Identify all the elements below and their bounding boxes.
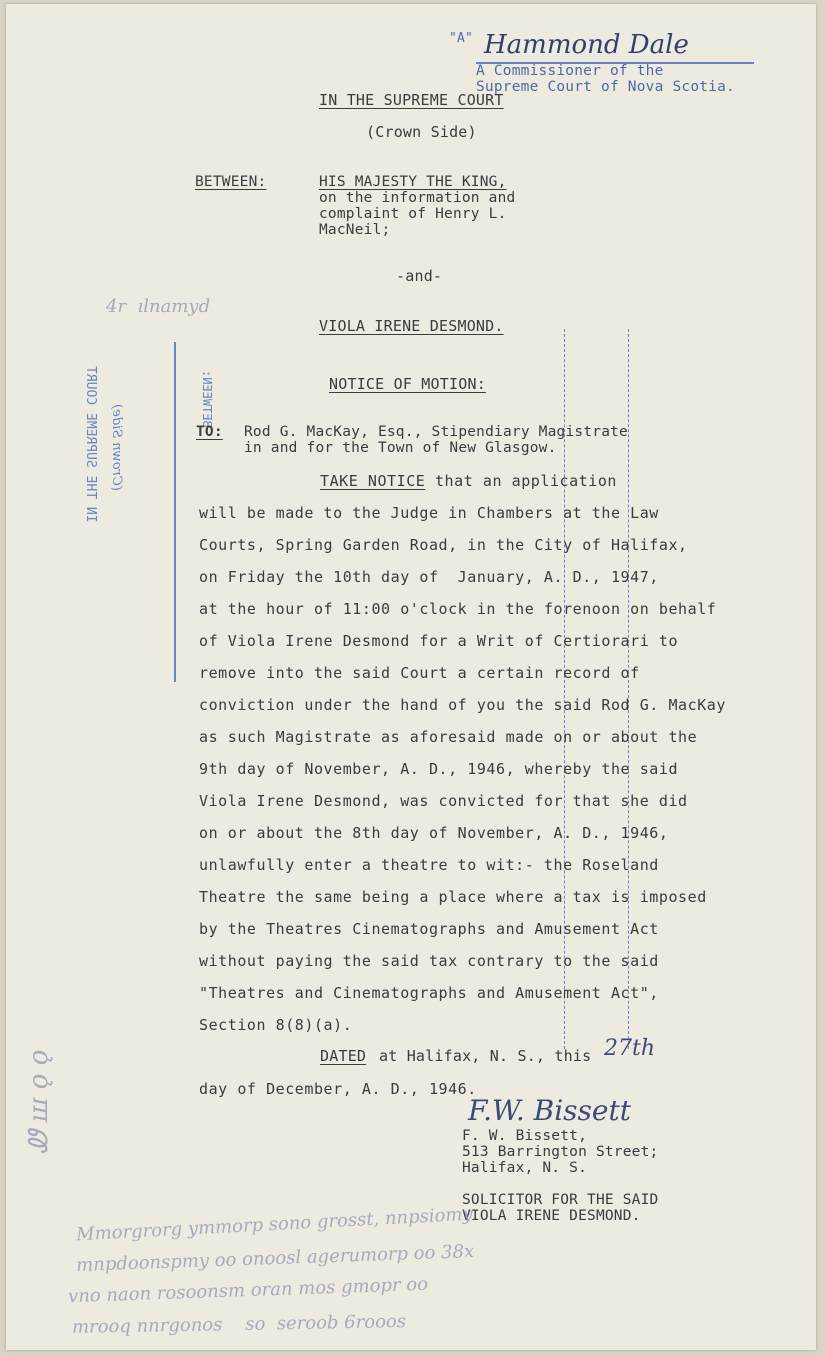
body-line-16: without paying the said tax contrary to the said bbox=[199, 952, 659, 970]
plaintiff-line-2: on the information and bbox=[319, 190, 516, 206]
solicitor-address-1: 513 Barrington Street; bbox=[462, 1144, 659, 1160]
solicitor-role-2: VIOLA IRENE DESMOND. bbox=[462, 1208, 641, 1224]
between-label: BETWEEN: bbox=[195, 174, 267, 190]
body-line-11: Viola Irene Desmond, was convicted for that she did bbox=[199, 792, 688, 810]
dated-line-2: day of December, A. D., 1946. bbox=[199, 1080, 477, 1098]
body-line-2: will be made to the Judge in Chambers at the Law bbox=[199, 504, 659, 522]
body-line-5: at the hour of 11:00 o'clock in the forenoon on behalf bbox=[199, 600, 717, 618]
court-side: (Crown Side) bbox=[366, 123, 477, 141]
take-notice: TAKE NOTICE bbox=[320, 472, 426, 490]
commissioner-signature: Hammond Dale bbox=[484, 30, 689, 60]
to-line-2: in and for the Town of New Glasgow. bbox=[244, 440, 557, 456]
notice-heading: NOTICE OF MOTION: bbox=[329, 375, 486, 393]
to-label: TO: bbox=[196, 424, 223, 440]
pencil-note-top: 4r ılnamyd bbox=[106, 296, 211, 317]
body-line-12: on or about the 8th day of November, A. D., 1946, bbox=[199, 824, 669, 842]
body-line-3: Courts, Spring Garden Road, in the City of Halifax, bbox=[199, 536, 688, 554]
court-title: IN THE SUPREME COURT bbox=[319, 91, 504, 109]
body-line-4: on Friday the 10th day of January, A. D., 1947, bbox=[199, 568, 659, 586]
pencil-scribble-left: Ꮺ ꟺ ǫ ǫ bbox=[24, 1049, 54, 1154]
defendant-name: VIOLA IRENE DESMOND. bbox=[319, 317, 504, 335]
body-line-14: Theatre the same being a place where a tax is imposed bbox=[199, 888, 707, 906]
body-line-13: unlawfully enter a theatre to wit:- the Roseland bbox=[199, 856, 659, 874]
document-page bbox=[6, 4, 816, 1350]
back-stamp-between: BETWEEN: bbox=[200, 370, 214, 428]
pencil-scribble-1: Mmorgrorg ymmorp sono grosst, nnpsiomy bbox=[75, 1203, 474, 1246]
body-line-1 bbox=[320, 472, 617, 490]
back-stamp-side: (Crown Side) bbox=[109, 404, 124, 491]
solicitor-role-1: SOLICITOR FOR THE SAID bbox=[462, 1192, 659, 1208]
pencil-scribble-4: mrooq nnrgonos so seroob 6rooos bbox=[71, 1311, 407, 1338]
commissioner-line-1: A Commissioner of the bbox=[476, 63, 664, 79]
dated-text: at Halifax, N. S., this bbox=[379, 1047, 592, 1065]
plaintiff-line-3: complaint of Henry L. bbox=[319, 206, 507, 222]
commissioner-line-2: Supreme Court of Nova Scotia. bbox=[476, 79, 735, 95]
back-stamp-court: IN THE SUPREME COURT bbox=[83, 366, 98, 523]
plaintiff-line-4: MacNeil; bbox=[319, 222, 391, 238]
to-line-1: Rod G. MacKay, Esq., Stipendiary Magistrate bbox=[244, 424, 628, 440]
exhibit-mark: "A" bbox=[449, 31, 474, 46]
plaintiff-name: HIS MAJESTY THE KING, bbox=[319, 174, 507, 190]
solicitor-signature: F.W. Bissett bbox=[468, 1094, 631, 1127]
pencil-scribble-2: mnpdoonspmy oo onoosl agerumorp oo 38x bbox=[75, 1241, 475, 1276]
pencil-scribble-3: vno naon rosoonsm oran mos gmopr oo bbox=[67, 1273, 429, 1308]
body-line-1-rest: that an application bbox=[425, 472, 618, 490]
body-line-17: "Theatres and Cinematographs and Amusement Act", bbox=[199, 984, 659, 1002]
stamp-dashed-rule-2 bbox=[628, 329, 629, 1049]
body-line-7: remove into the said Court a certain record of bbox=[199, 664, 640, 682]
body-line-6: of Viola Irene Desmond for a Writ of Certiorari to bbox=[199, 632, 679, 650]
body-line-10: 9th day of November, A. D., 1946, whereby the said bbox=[199, 760, 679, 778]
solicitor-address-2: Halifax, N. S. bbox=[462, 1160, 588, 1176]
and-separator: -and- bbox=[396, 267, 443, 285]
body-line-18: Section 8(8)(a). bbox=[199, 1016, 353, 1034]
body-line-8: conviction under the hand of you the said Rod G. MacKay bbox=[199, 696, 726, 714]
solicitor-name: F. W. Bissett, bbox=[462, 1128, 588, 1144]
body-line-9: as such Magistrate as aforesaid made on or about the bbox=[199, 728, 698, 746]
stamp-vertical-rule bbox=[174, 342, 176, 682]
body-line-15: by the Theatres Cinematographs and Amusement Act bbox=[199, 920, 659, 938]
dated-day: 27th bbox=[604, 1036, 656, 1061]
dated-label: DATED bbox=[320, 1047, 367, 1065]
